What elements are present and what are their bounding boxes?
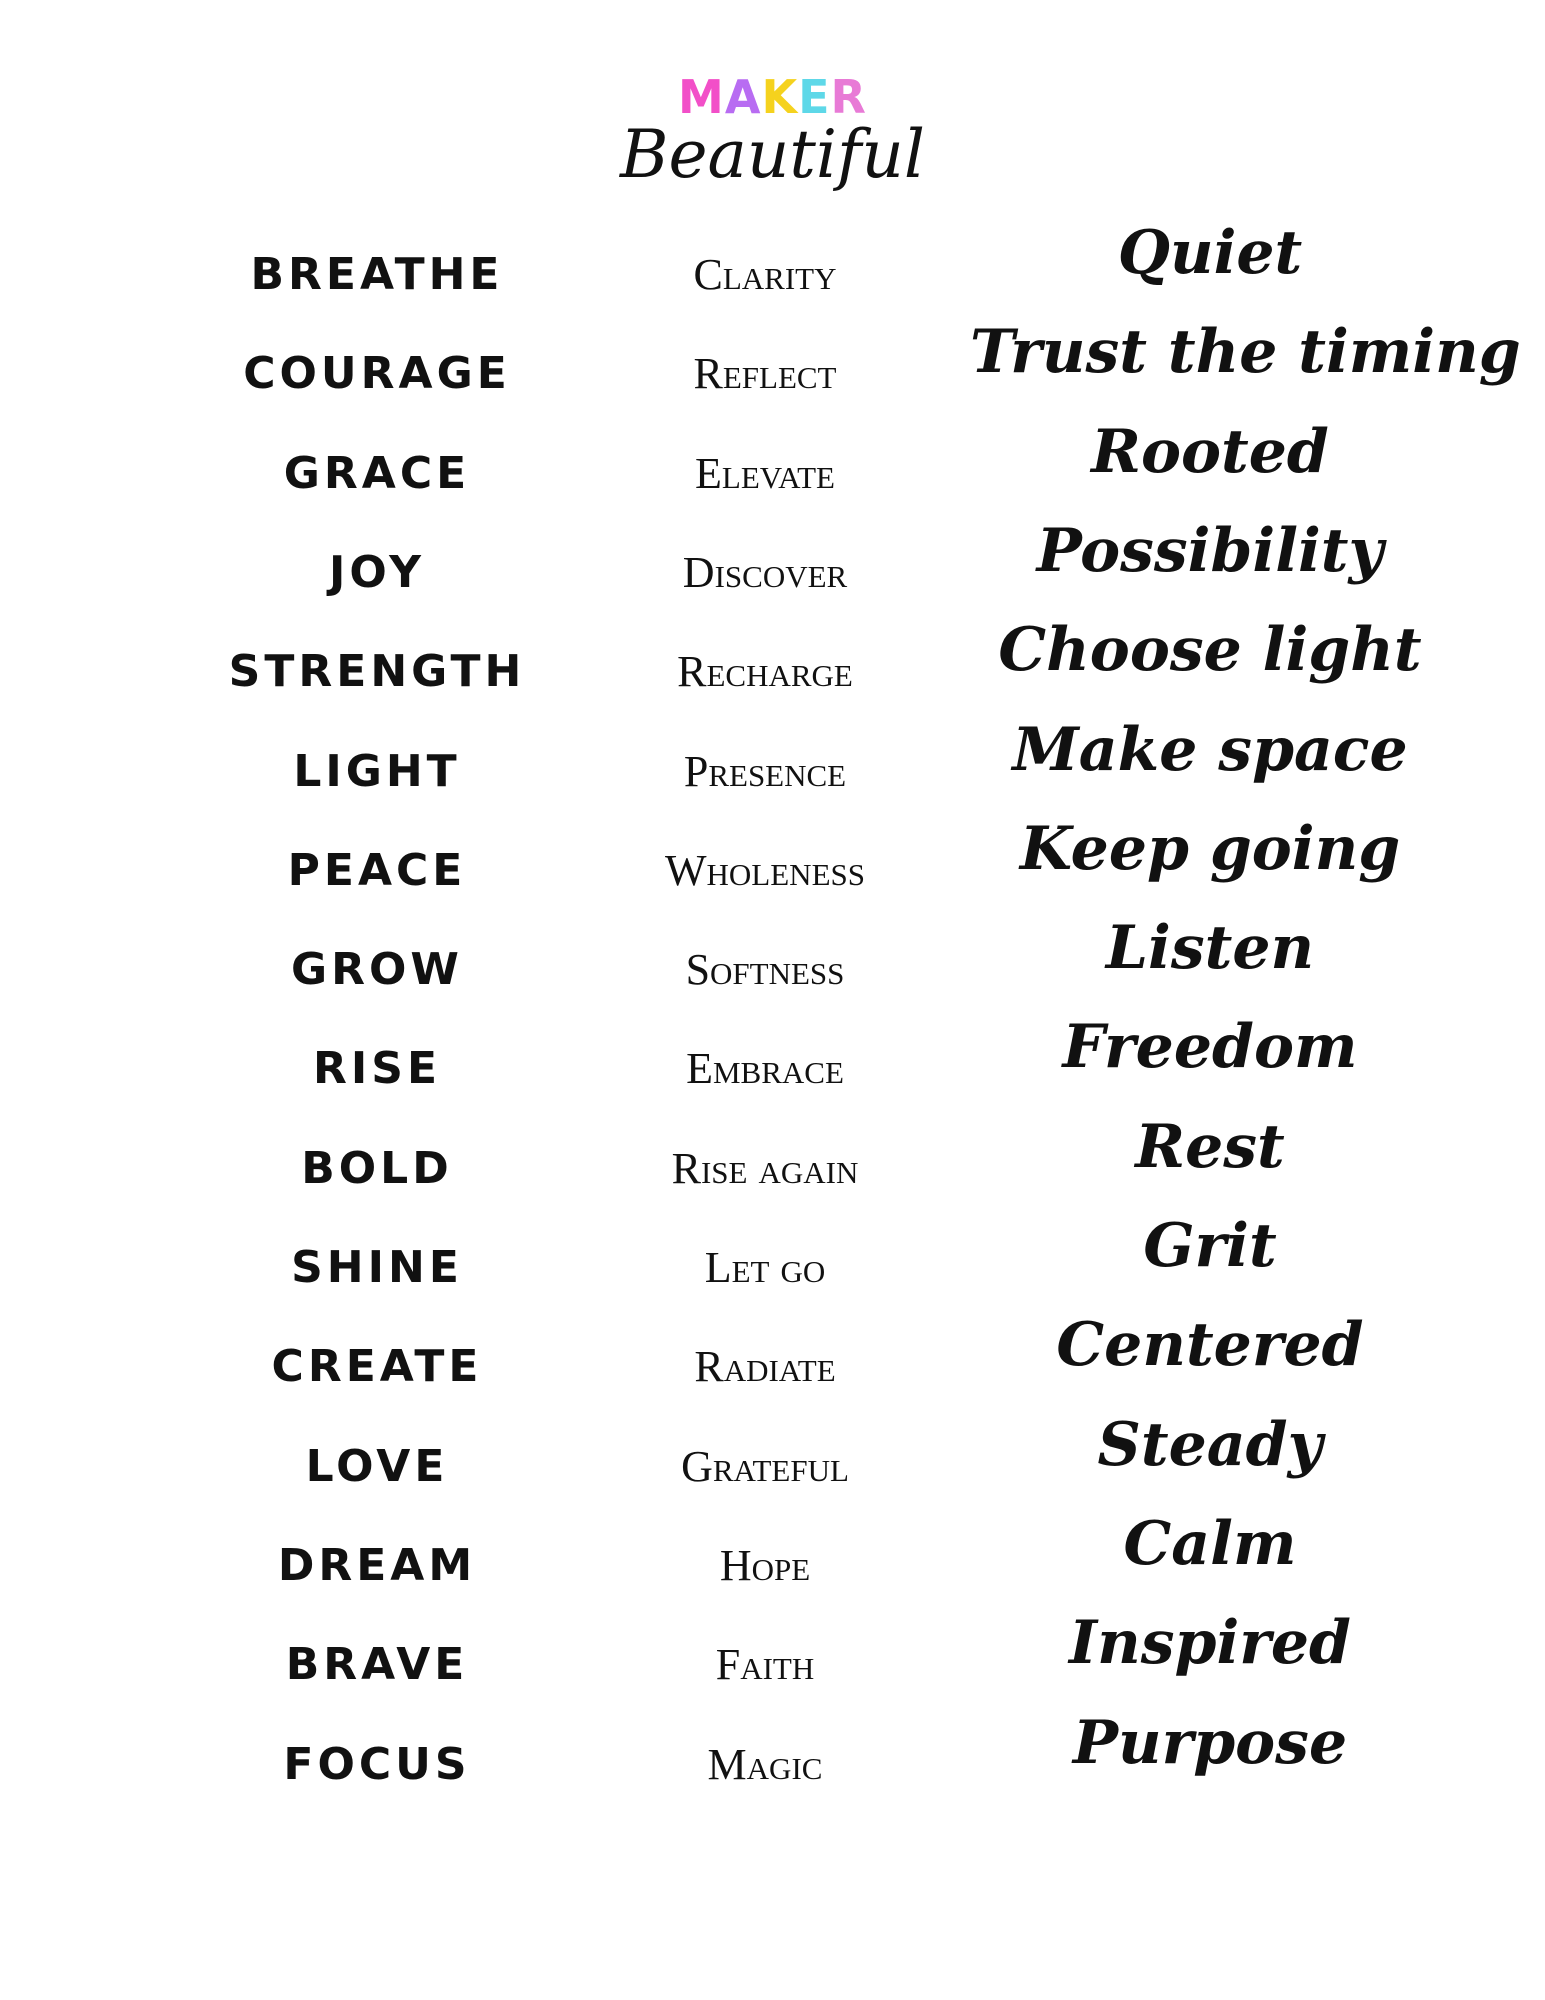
logo-beautiful-text: Beautiful — [619, 116, 926, 193]
word-1-15: BRAVE — [285, 1639, 469, 1691]
word-1-10: BOLD — [301, 1142, 453, 1194]
word-3-3: Rooted — [1091, 416, 1329, 487]
word-2-2: Reflect — [693, 349, 837, 399]
logo-letter: R — [830, 70, 867, 124]
word-1-6: LIGHT — [293, 745, 461, 797]
word-1-3: GRACE — [283, 447, 471, 499]
word-2-15: Faith — [715, 1640, 815, 1690]
logo-letter: K — [761, 70, 799, 124]
word-1-13: LOVE — [305, 1440, 449, 1492]
word-1-11: SHINE — [291, 1242, 463, 1293]
word-1-16: FOCUS — [283, 1738, 471, 1790]
word-3-14: Calm — [1123, 1508, 1297, 1579]
logo-letter: E — [798, 70, 831, 124]
logo-letter: A — [724, 70, 762, 124]
word-3-13: Steady — [1097, 1409, 1323, 1480]
word-2-10: Rise again — [671, 1143, 859, 1193]
word-3-4: Possibility — [1036, 515, 1384, 586]
word-3-6: Make space — [1012, 714, 1408, 785]
word-2-5: Recharge — [677, 647, 853, 697]
word-3-2: Trust the timing — [970, 317, 1521, 388]
word-1-7: PEACE — [287, 844, 467, 896]
word-2-12: Radiate — [694, 1342, 836, 1392]
word-2-6: Presence — [683, 746, 847, 796]
word-3-12: Centered — [1056, 1310, 1364, 1381]
logo-letter: M — [678, 70, 725, 124]
word-1-14: DREAM — [277, 1539, 477, 1591]
word-3-16: Purpose — [1072, 1707, 1348, 1778]
word-2-16: Magic — [707, 1739, 823, 1789]
word-2-8: Softness — [685, 945, 845, 995]
word-1-5: STRENGTH — [228, 646, 526, 698]
word-2-4: Discover — [682, 547, 848, 597]
logo-maker-text — [0, 72, 1545, 122]
word-1-8: GROW — [291, 944, 463, 996]
word-2-13: Grateful — [681, 1441, 849, 1491]
word-3-10: Rest — [1135, 1111, 1285, 1182]
word-3-11: Grit — [1143, 1211, 1277, 1281]
word-3-9: Freedom — [1062, 1012, 1358, 1083]
word-1-12: CREATE — [271, 1341, 483, 1393]
word-3-5: Choose light — [998, 615, 1422, 686]
word-2-11: Let go — [704, 1243, 826, 1292]
word-3-15: Inspired — [1069, 1608, 1351, 1679]
word-2-9: Embrace — [686, 1044, 844, 1094]
word-2-1: Clarity — [693, 250, 837, 299]
word-2-7: Wholeness — [665, 845, 865, 895]
word-1-9: RISE — [313, 1043, 441, 1095]
word-2-14: Hope — [719, 1540, 811, 1590]
word-2-3: Elevate — [695, 448, 835, 498]
word-1-1: BREATHE — [250, 249, 504, 300]
maker-beautiful-logo — [0, 72, 1545, 192]
word-3-7: Keep going — [1019, 813, 1401, 884]
word-1-4: JOY — [328, 546, 426, 598]
word-3-8: Listen — [1105, 913, 1315, 984]
word-1-2: COURAGE — [243, 348, 511, 400]
word-3-1: Quiet — [1117, 218, 1303, 288]
